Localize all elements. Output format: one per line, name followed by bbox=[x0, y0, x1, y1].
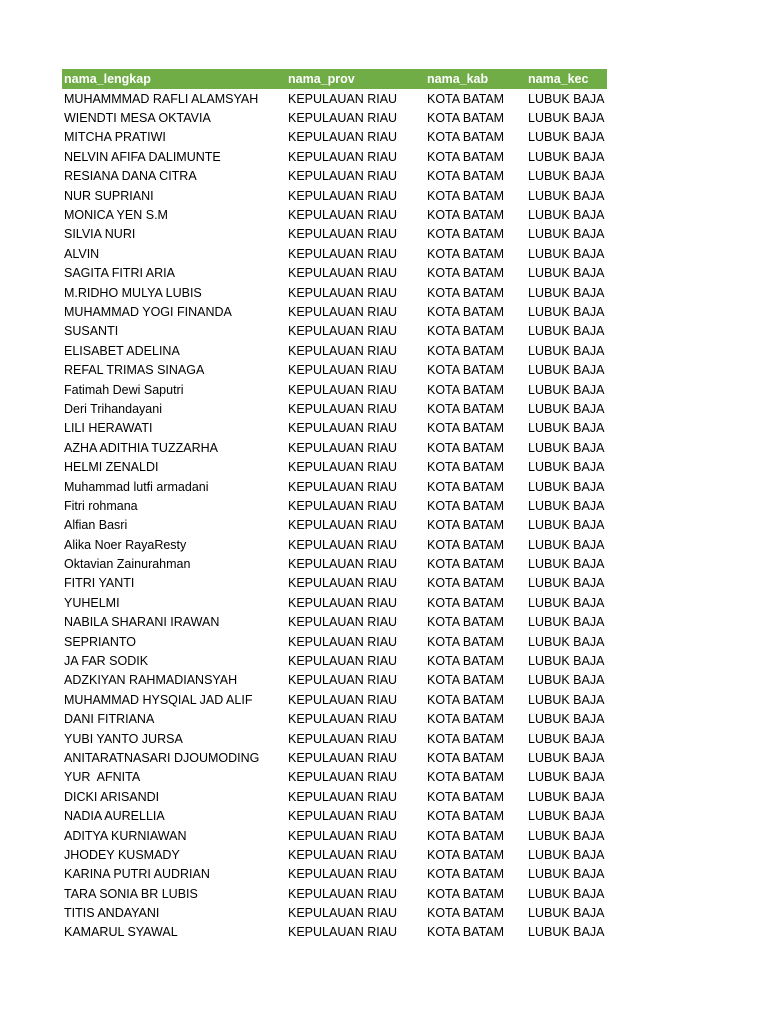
table-row bbox=[62, 748, 607, 767]
nama-prov-cell: KEPULAUAN RIAU bbox=[288, 654, 398, 669]
nama-lengkap-cell: REFAL TRIMAS SINAGA bbox=[64, 363, 205, 378]
nama-kec-cell: LUBUK BAJA bbox=[528, 867, 605, 882]
nama-prov-cell: KEPULAUAN RIAU bbox=[288, 440, 398, 455]
nama-prov-cell: KEPULAUAN RIAU bbox=[288, 460, 398, 475]
nama-kab-cell: KOTA BATAM bbox=[427, 227, 505, 242]
nama-prov-cell: KEPULAUAN RIAU bbox=[288, 382, 398, 397]
nama-kab-cell: KOTA BATAM bbox=[427, 479, 505, 494]
nama-lengkap-cell: LILI HERAWATI bbox=[64, 421, 153, 436]
nama-prov-cell: KEPULAUAN RIAU bbox=[288, 712, 398, 727]
nama-kec-cell: LUBUK BAJA bbox=[528, 634, 605, 649]
nama-kec-cell: LUBUK BAJA bbox=[528, 750, 605, 765]
nama-prov-cell: KEPULAUAN RIAU bbox=[288, 576, 398, 591]
nama-prov-cell: KEPULAUAN RIAU bbox=[288, 401, 398, 416]
nama-kab-cell: KOTA BATAM bbox=[427, 712, 505, 727]
table-row bbox=[62, 457, 607, 476]
nama-lengkap-cell: SUSANTI bbox=[64, 324, 119, 339]
header-nama-kab: nama_kab bbox=[425, 69, 526, 89]
nama-kec-cell: LUBUK BAJA bbox=[528, 886, 605, 901]
nama-kec-cell: LUBUK BAJA bbox=[528, 654, 605, 669]
nama-kec-cell: LUBUK BAJA bbox=[528, 770, 605, 785]
table-row bbox=[62, 167, 607, 186]
nama-prov-cell: KEPULAUAN RIAU bbox=[288, 518, 398, 533]
nama-lengkap-cell: Muhammad lutfi armadani bbox=[64, 479, 209, 494]
nama-lengkap-cell: MITCHA PRATIWI bbox=[64, 130, 166, 145]
table-row bbox=[62, 147, 607, 166]
nama-kab-cell: KOTA BATAM bbox=[427, 208, 505, 223]
table-row bbox=[62, 399, 607, 418]
table-row bbox=[62, 186, 607, 205]
table-row bbox=[62, 283, 607, 302]
table-row bbox=[62, 225, 607, 244]
nama-lengkap-cell: NELVIN AFIFA DALIMUNTE bbox=[64, 149, 221, 164]
table-row bbox=[62, 787, 607, 806]
nama-kab-cell: KOTA BATAM bbox=[427, 789, 505, 804]
nama-lengkap-cell: JA FAR SODIK bbox=[64, 654, 149, 669]
nama-kec-cell: LUBUK BAJA bbox=[528, 847, 605, 862]
table-row bbox=[62, 903, 607, 922]
nama-lengkap-cell: SAGITA FITRI ARIA bbox=[64, 266, 175, 281]
nama-lengkap-cell: Deri Trihandayani bbox=[64, 401, 162, 416]
table-row bbox=[62, 128, 607, 147]
nama-kec-cell: LUBUK BAJA bbox=[528, 712, 605, 727]
nama-lengkap-cell: DICKI ARISANDI bbox=[64, 789, 160, 804]
nama-kec-cell: LUBUK BAJA bbox=[528, 304, 605, 319]
nama-kec-cell: LUBUK BAJA bbox=[528, 537, 605, 552]
nama-kab-cell: KOTA BATAM bbox=[427, 421, 505, 436]
table-row bbox=[62, 244, 607, 263]
nama-lengkap-cell: Oktavian Zainurahman bbox=[64, 557, 191, 572]
nama-kab-cell: KOTA BATAM bbox=[427, 537, 505, 552]
nama-kec-cell: LUBUK BAJA bbox=[528, 421, 605, 436]
table-row bbox=[62, 360, 607, 379]
nama-kec-cell: LUBUK BAJA bbox=[528, 498, 605, 513]
nama-prov-cell: KEPULAUAN RIAU bbox=[288, 692, 398, 707]
nama-lengkap-cell: ANITARATNASARI DJOUMODING bbox=[64, 750, 260, 765]
table-row bbox=[62, 322, 607, 341]
nama-kab-cell: KOTA BATAM bbox=[427, 654, 505, 669]
nama-kab-cell: KOTA BATAM bbox=[427, 91, 505, 106]
nama-prov-cell: KEPULAUAN RIAU bbox=[288, 421, 398, 436]
header-row bbox=[62, 69, 607, 89]
table-row bbox=[62, 593, 607, 612]
nama-kab-cell: KOTA BATAM bbox=[427, 130, 505, 145]
nama-kec-cell: LUBUK BAJA bbox=[528, 91, 605, 106]
nama-prov-cell: KEPULAUAN RIAU bbox=[288, 188, 398, 203]
table-row bbox=[62, 845, 607, 864]
nama-lengkap-cell: YUBI YANTO JURSA bbox=[64, 731, 183, 746]
table-row bbox=[62, 632, 607, 651]
nama-kab-cell: KOTA BATAM bbox=[427, 576, 505, 591]
nama-lengkap-cell: WIENDTI MESA OKTAVIA bbox=[64, 111, 211, 126]
nama-kab-cell: KOTA BATAM bbox=[427, 498, 505, 513]
nama-kec-cell: LUBUK BAJA bbox=[528, 925, 605, 940]
nama-kec-cell: LUBUK BAJA bbox=[528, 208, 605, 223]
nama-kab-cell: KOTA BATAM bbox=[427, 285, 505, 300]
table-row bbox=[62, 89, 607, 108]
table-body bbox=[62, 89, 607, 942]
nama-kec-cell: LUBUK BAJA bbox=[528, 789, 605, 804]
nama-lengkap-cell: HELMI ZENALDI bbox=[64, 460, 159, 475]
nama-lengkap-cell: RESIANA DANA CITRA bbox=[64, 169, 197, 184]
nama-kab-cell: KOTA BATAM bbox=[427, 304, 505, 319]
nama-kec-cell: LUBUK BAJA bbox=[528, 906, 605, 921]
nama-lengkap-cell: NADIA AURELLIA bbox=[64, 809, 165, 824]
nama-lengkap-cell: SEPRIANTO bbox=[64, 634, 137, 649]
nama-kab-cell: KOTA BATAM bbox=[427, 401, 505, 416]
nama-kec-cell: LUBUK BAJA bbox=[528, 479, 605, 494]
nama-prov-cell: KEPULAUAN RIAU bbox=[288, 246, 398, 261]
nama-kec-cell: LUBUK BAJA bbox=[528, 266, 605, 281]
table-row bbox=[62, 923, 607, 942]
nama-lengkap-cell: ADITYA KURNIAWAN bbox=[64, 828, 187, 843]
nama-kab-cell: KOTA BATAM bbox=[427, 673, 505, 688]
nama-kab-cell: KOTA BATAM bbox=[427, 343, 505, 358]
nama-lengkap-cell: Fitri rohmana bbox=[64, 498, 138, 513]
nama-prov-cell: KEPULAUAN RIAU bbox=[288, 91, 398, 106]
nama-kab-cell: KOTA BATAM bbox=[427, 246, 505, 261]
nama-prov-cell: KEPULAUAN RIAU bbox=[288, 343, 398, 358]
nama-kec-cell: LUBUK BAJA bbox=[528, 130, 605, 145]
nama-prov-cell: KEPULAUAN RIAU bbox=[288, 285, 398, 300]
nama-kab-cell: KOTA BATAM bbox=[427, 266, 505, 281]
nama-kab-cell: KOTA BATAM bbox=[427, 847, 505, 862]
nama-kab-cell: KOTA BATAM bbox=[427, 867, 505, 882]
table-row bbox=[62, 865, 607, 884]
nama-prov-cell: KEPULAUAN RIAU bbox=[288, 731, 398, 746]
nama-lengkap-cell: MONICA YEN S.M bbox=[64, 208, 168, 223]
nama-kec-cell: LUBUK BAJA bbox=[528, 557, 605, 572]
nama-lengkap-cell: ADZKIYAN RAHMADIANSYAH bbox=[64, 673, 238, 688]
table-row bbox=[62, 690, 607, 709]
nama-kab-cell: KOTA BATAM bbox=[427, 750, 505, 765]
table-row bbox=[62, 554, 607, 573]
header-nama-lengkap: nama_lengkap bbox=[62, 69, 286, 89]
nama-kec-cell: LUBUK BAJA bbox=[528, 576, 605, 591]
nama-kec-cell: LUBUK BAJA bbox=[528, 246, 605, 261]
nama-lengkap-cell: M.RIDHO MULYA LUBIS bbox=[64, 285, 202, 300]
nama-kec-cell: LUBUK BAJA bbox=[528, 149, 605, 164]
nama-lengkap-cell: Alfian Basri bbox=[64, 518, 128, 533]
nama-kec-cell: LUBUK BAJA bbox=[528, 731, 605, 746]
nama-lengkap-cell: Fatimah Dewi Saputri bbox=[64, 382, 184, 397]
nama-kab-cell: KOTA BATAM bbox=[427, 111, 505, 126]
nama-lengkap-cell: MUHAMMAD HYSQIAL JAD ALIF bbox=[64, 692, 253, 707]
nama-prov-cell: KEPULAUAN RIAU bbox=[288, 208, 398, 223]
nama-kec-cell: LUBUK BAJA bbox=[528, 285, 605, 300]
nama-kec-cell: LUBUK BAJA bbox=[528, 343, 605, 358]
nama-kec-cell: LUBUK BAJA bbox=[528, 169, 605, 184]
table-row bbox=[62, 341, 607, 360]
nama-kec-cell: LUBUK BAJA bbox=[528, 809, 605, 824]
table-row bbox=[62, 302, 607, 321]
nama-prov-cell: KEPULAUAN RIAU bbox=[288, 363, 398, 378]
table-row bbox=[62, 884, 607, 903]
nama-prov-cell: KEPULAUAN RIAU bbox=[288, 847, 398, 862]
table-row bbox=[62, 419, 607, 438]
nama-prov-cell: KEPULAUAN RIAU bbox=[288, 886, 398, 901]
nama-prov-cell: KEPULAUAN RIAU bbox=[288, 111, 398, 126]
table-row bbox=[62, 671, 607, 690]
nama-kab-cell: KOTA BATAM bbox=[427, 886, 505, 901]
nama-kec-cell: LUBUK BAJA bbox=[528, 188, 605, 203]
table-row bbox=[62, 651, 607, 670]
nama-prov-cell: KEPULAUAN RIAU bbox=[288, 498, 398, 513]
nama-lengkap-cell: JHODEY KUSMADY bbox=[64, 847, 180, 862]
table-row bbox=[62, 574, 607, 593]
table-row bbox=[62, 613, 607, 632]
nama-kab-cell: KOTA BATAM bbox=[427, 382, 505, 397]
nama-kec-cell: LUBUK BAJA bbox=[528, 401, 605, 416]
nama-prov-cell: KEPULAUAN RIAU bbox=[288, 479, 398, 494]
nama-kab-cell: KOTA BATAM bbox=[427, 828, 505, 843]
nama-lengkap-cell: MUHAMMAD YOGI FINANDA bbox=[64, 304, 232, 319]
nama-prov-cell: KEPULAUAN RIAU bbox=[288, 557, 398, 572]
data-table bbox=[62, 69, 607, 942]
table-row bbox=[62, 264, 607, 283]
table-row bbox=[62, 535, 607, 554]
nama-kec-cell: LUBUK BAJA bbox=[528, 595, 605, 610]
nama-prov-cell: KEPULAUAN RIAU bbox=[288, 227, 398, 242]
nama-lengkap-cell: NABILA SHARANI IRAWAN bbox=[64, 615, 220, 630]
nama-kab-cell: KOTA BATAM bbox=[427, 363, 505, 378]
table-row bbox=[62, 768, 607, 787]
nama-lengkap-cell: KARINA PUTRI AUDRIAN bbox=[64, 867, 210, 882]
nama-kec-cell: LUBUK BAJA bbox=[528, 673, 605, 688]
table-row bbox=[62, 477, 607, 496]
nama-lengkap-cell: YUR AFNITA bbox=[64, 770, 141, 785]
nama-lengkap-cell: YUHELMI bbox=[64, 595, 120, 610]
nama-prov-cell: KEPULAUAN RIAU bbox=[288, 770, 398, 785]
header-nama-prov: nama_prov bbox=[286, 69, 425, 89]
nama-prov-cell: KEPULAUAN RIAU bbox=[288, 906, 398, 921]
nama-lengkap-cell: TARA SONIA BR LUBIS bbox=[64, 886, 198, 901]
table-row bbox=[62, 496, 607, 515]
nama-prov-cell: KEPULAUAN RIAU bbox=[288, 750, 398, 765]
table-row bbox=[62, 806, 607, 825]
nama-kec-cell: LUBUK BAJA bbox=[528, 828, 605, 843]
nama-kec-cell: LUBUK BAJA bbox=[528, 518, 605, 533]
nama-kab-cell: KOTA BATAM bbox=[427, 731, 505, 746]
nama-kab-cell: KOTA BATAM bbox=[427, 634, 505, 649]
nama-lengkap-cell: AZHA ADITHIA TUZZARHA bbox=[64, 440, 218, 455]
table-row bbox=[62, 380, 607, 399]
nama-prov-cell: KEPULAUAN RIAU bbox=[288, 828, 398, 843]
nama-prov-cell: KEPULAUAN RIAU bbox=[288, 169, 398, 184]
nama-lengkap-cell: KAMARUL SYAWAL bbox=[64, 925, 178, 940]
nama-kab-cell: KOTA BATAM bbox=[427, 692, 505, 707]
header-nama-kec: nama_kec bbox=[526, 69, 607, 89]
nama-kec-cell: LUBUK BAJA bbox=[528, 692, 605, 707]
nama-lengkap-cell: MUHAMMMAD RAFLI ALAMSYAH bbox=[64, 91, 259, 106]
table-row bbox=[62, 205, 607, 224]
nama-kec-cell: LUBUK BAJA bbox=[528, 440, 605, 455]
nama-lengkap-cell: FITRI YANTI bbox=[64, 576, 135, 591]
nama-kec-cell: LUBUK BAJA bbox=[528, 363, 605, 378]
nama-kab-cell: KOTA BATAM bbox=[427, 518, 505, 533]
nama-kab-cell: KOTA BATAM bbox=[427, 770, 505, 785]
nama-kec-cell: LUBUK BAJA bbox=[528, 111, 605, 126]
nama-prov-cell: KEPULAUAN RIAU bbox=[288, 130, 398, 145]
table-row bbox=[62, 438, 607, 457]
nama-prov-cell: KEPULAUAN RIAU bbox=[288, 867, 398, 882]
nama-prov-cell: KEPULAUAN RIAU bbox=[288, 615, 398, 630]
nama-kab-cell: KOTA BATAM bbox=[427, 615, 505, 630]
nama-kab-cell: KOTA BATAM bbox=[427, 188, 505, 203]
table-row bbox=[62, 710, 607, 729]
nama-lengkap-cell: ELISABET ADELINA bbox=[64, 343, 180, 358]
nama-lengkap-cell: ALVIN bbox=[64, 246, 100, 261]
nama-prov-cell: KEPULAUAN RIAU bbox=[288, 673, 398, 688]
nama-prov-cell: KEPULAUAN RIAU bbox=[288, 266, 398, 281]
nama-kab-cell: KOTA BATAM bbox=[427, 595, 505, 610]
nama-kab-cell: KOTA BATAM bbox=[427, 149, 505, 164]
nama-prov-cell: KEPULAUAN RIAU bbox=[288, 304, 398, 319]
nama-kab-cell: KOTA BATAM bbox=[427, 440, 505, 455]
nama-kec-cell: LUBUK BAJA bbox=[528, 460, 605, 475]
nama-lengkap-cell: Alika Noer RayaResty bbox=[64, 537, 187, 552]
nama-kab-cell: KOTA BATAM bbox=[427, 809, 505, 824]
nama-prov-cell: KEPULAUAN RIAU bbox=[288, 809, 398, 824]
nama-lengkap-cell: SILVIA NURI bbox=[64, 227, 136, 242]
nama-lengkap-cell: NUR SUPRIANI bbox=[64, 188, 154, 203]
nama-prov-cell: KEPULAUAN RIAU bbox=[288, 324, 398, 339]
nama-prov-cell: KEPULAUAN RIAU bbox=[288, 634, 398, 649]
nama-kab-cell: KOTA BATAM bbox=[427, 925, 505, 940]
nama-prov-cell: KEPULAUAN RIAU bbox=[288, 537, 398, 552]
nama-kab-cell: KOTA BATAM bbox=[427, 324, 505, 339]
nama-kec-cell: LUBUK BAJA bbox=[528, 615, 605, 630]
nama-kec-cell: LUBUK BAJA bbox=[528, 324, 605, 339]
nama-kec-cell: LUBUK BAJA bbox=[528, 382, 605, 397]
table-row bbox=[62, 108, 607, 127]
nama-lengkap-cell: TITIS ANDAYANI bbox=[64, 906, 160, 921]
nama-prov-cell: KEPULAUAN RIAU bbox=[288, 149, 398, 164]
table-row bbox=[62, 516, 607, 535]
nama-prov-cell: KEPULAUAN RIAU bbox=[288, 925, 398, 940]
nama-kab-cell: KOTA BATAM bbox=[427, 906, 505, 921]
nama-lengkap-cell: DANI FITRIANA bbox=[64, 712, 155, 727]
nama-kec-cell: LUBUK BAJA bbox=[528, 227, 605, 242]
table-row bbox=[62, 729, 607, 748]
nama-kab-cell: KOTA BATAM bbox=[427, 557, 505, 572]
table-row bbox=[62, 826, 607, 845]
nama-prov-cell: KEPULAUAN RIAU bbox=[288, 595, 398, 610]
nama-kab-cell: KOTA BATAM bbox=[427, 460, 505, 475]
nama-kab-cell: KOTA BATAM bbox=[427, 169, 505, 184]
nama-prov-cell: KEPULAUAN RIAU bbox=[288, 789, 398, 804]
